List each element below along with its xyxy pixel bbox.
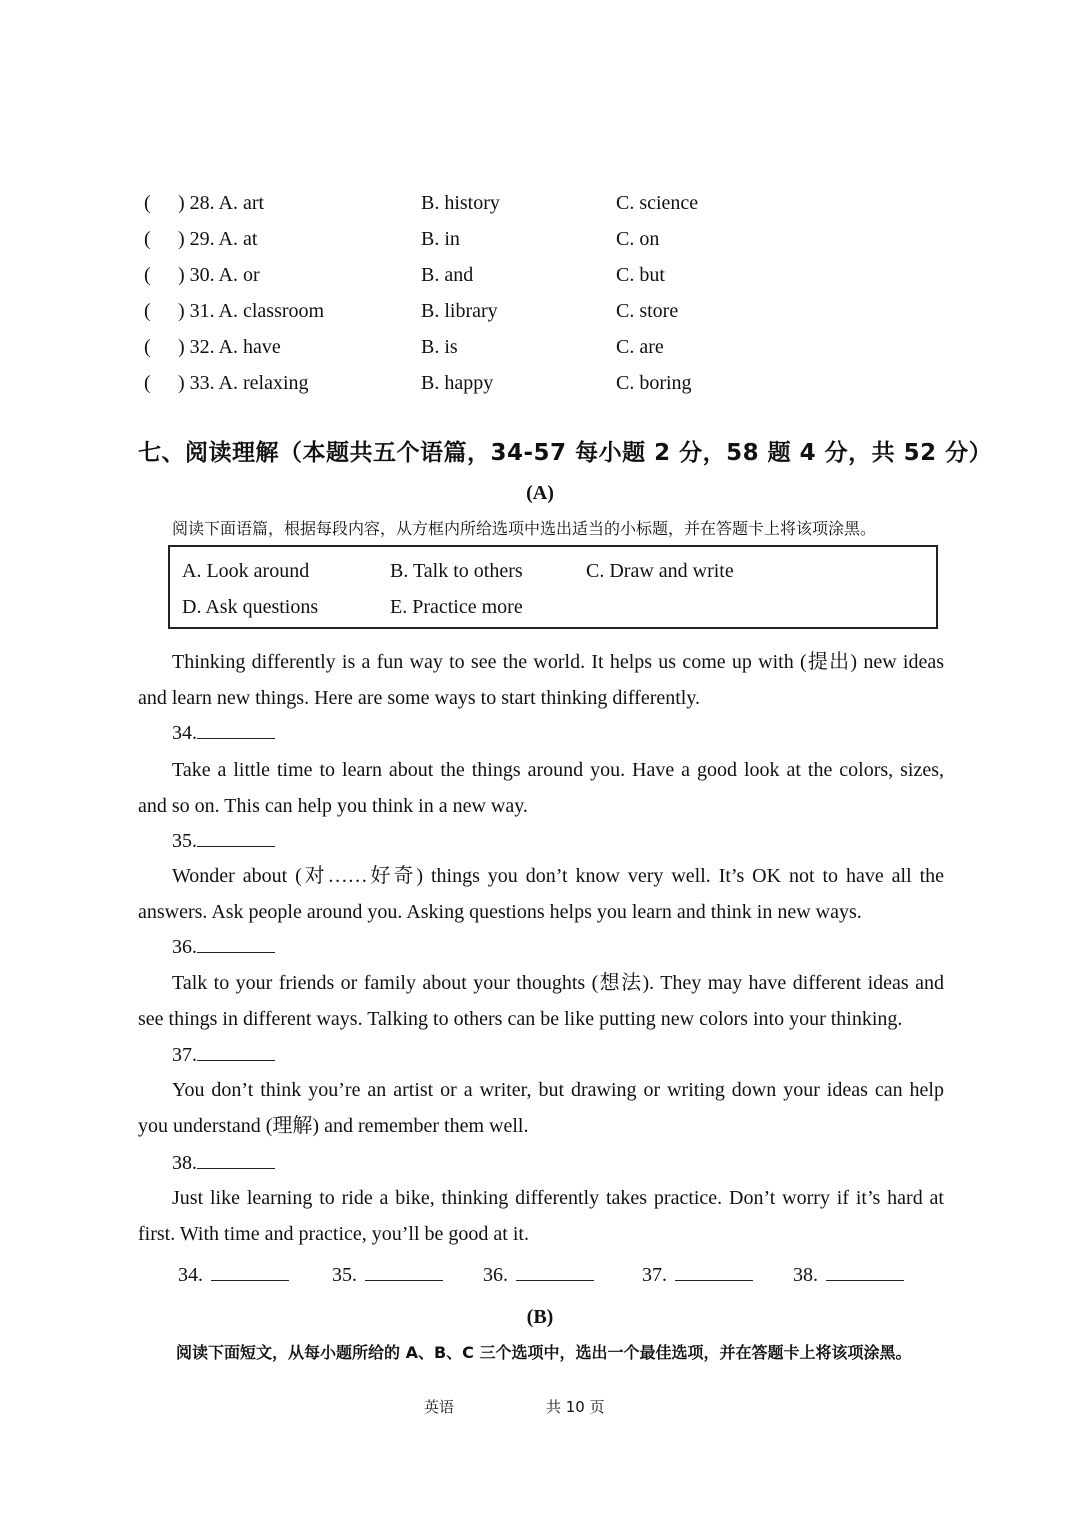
part-b-label: (B) <box>526 1306 554 1328</box>
question-number: 36. <box>172 936 197 958</box>
option-c: C. boring <box>616 372 692 394</box>
answer-number: 36. <box>483 1264 508 1286</box>
option-row-31 <box>0 300 1080 336</box>
answer-paren: ( <box>144 264 151 286</box>
heading-option-c: C. Draw and write <box>586 560 734 582</box>
question-number: 34. <box>172 722 197 744</box>
paragraph-37 <box>138 1072 944 1144</box>
paragraph-line: Wonder about (对……好奇) things you don’t know very well. It’s OK not to have all the <box>172 865 944 887</box>
blank-underline <box>197 1042 275 1061</box>
option-b: B. in <box>421 228 460 250</box>
question-36-blank <box>172 934 275 959</box>
option-c: C. science <box>616 192 699 214</box>
heading-option-b: B. Talk to others <box>390 560 523 582</box>
answer-number: 38. <box>793 1264 818 1286</box>
footer-page-info: 共 10 页 <box>546 1398 605 1416</box>
paragraph-line: You don’t think you’re an artist or a writer, but drawing or writing down your ideas can help <box>172 1079 944 1101</box>
answer-row <box>0 1262 1080 1292</box>
paragraph-line: Take a little time to learn about the things around you. Have a good look at the colors, sizes, <box>172 759 944 781</box>
answer-36[interactable] <box>483 1262 594 1287</box>
option-row-33 <box>0 372 1080 408</box>
option-b: B. library <box>421 300 498 322</box>
question-38-blank <box>172 1150 275 1175</box>
answer-37[interactable] <box>642 1262 753 1287</box>
option-a: ) 29. A. at <box>178 228 258 250</box>
paragraph-line: Talk to your friends or family about your thoughts (想法). They may have different ideas and <box>172 972 944 994</box>
answer-paren: ( <box>144 372 151 394</box>
option-row-32 <box>0 336 1080 372</box>
footer-subject: 英语 <box>424 1398 455 1416</box>
paragraph-35 <box>138 858 944 930</box>
option-b: B. happy <box>421 372 494 394</box>
option-row-29 <box>0 228 1080 264</box>
option-a: ) 31. A. classroom <box>178 300 325 322</box>
option-b: B. and <box>421 264 474 286</box>
answer-number: 37. <box>642 1264 667 1286</box>
question-35-blank <box>172 828 275 853</box>
paragraph-line: Thinking differently is a fun way to see the world. It helps us come up with (提出) new ideas <box>172 651 944 673</box>
option-b: B. history <box>421 192 500 214</box>
paragraph-line: Just like learning to ride a bike, thinking differently takes practice. Don’t worry if it’s hard at <box>172 1187 944 1209</box>
paragraph-line: see things in different ways. Talking to others can be like putting new colors into your thinking. <box>138 1008 903 1030</box>
paragraph-line: answers. Ask people around you. Asking questions helps you learn and think in new ways. <box>138 901 862 923</box>
answer-blank[interactable] <box>516 1262 594 1281</box>
section-title: 七、阅读理解（本题共五个语篇，34-57 每小题 2 分，58 题 4 分，共 52 分） <box>138 440 993 466</box>
option-c: C. but <box>616 264 665 286</box>
blank-underline <box>197 934 275 953</box>
heading-option-a: A. Look around <box>182 560 310 582</box>
answer-number: 35. <box>332 1264 357 1286</box>
heading-option-e: E. Practice more <box>390 596 523 618</box>
blank-underline <box>197 720 275 739</box>
option-a: ) 28. A. art <box>178 192 265 214</box>
option-row-28 <box>0 192 1080 228</box>
answer-number: 34. <box>178 1264 203 1286</box>
blank-underline <box>197 828 275 847</box>
answer-paren: ( <box>144 336 151 358</box>
option-c: C. store <box>616 300 679 322</box>
answer-paren: ( <box>144 192 151 214</box>
headings-box <box>168 545 938 629</box>
option-a: ) 33. A. relaxing <box>178 372 309 394</box>
paragraph-line: first. With time and practice, you’ll be good at it. <box>138 1223 529 1245</box>
question-34-blank <box>172 720 275 745</box>
blank-underline <box>197 1150 275 1169</box>
paragraph-38 <box>138 1180 944 1252</box>
answer-blank[interactable] <box>826 1262 904 1281</box>
question-number: 38. <box>172 1152 197 1174</box>
part-b-instruction: 阅读下面短文，从每小题所给的 A、B、C 三个选项中，选出一个最佳选项，并在答题卡上将该项涂黑。 <box>176 1343 912 1362</box>
answer-blank[interactable] <box>675 1262 753 1281</box>
paragraph-36 <box>138 965 944 1037</box>
answer-38[interactable] <box>793 1262 904 1287</box>
answer-34[interactable] <box>178 1262 289 1287</box>
paragraph-line: and so on. This can help you think in a new way. <box>138 795 528 817</box>
part-a-label: (A) <box>526 482 554 504</box>
option-row-30 <box>0 264 1080 300</box>
answer-blank[interactable] <box>211 1262 289 1281</box>
paragraph-line: and learn new things. Here are some ways to start thinking differently. <box>138 687 701 709</box>
answer-35[interactable] <box>332 1262 443 1287</box>
option-a: ) 32. A. have <box>178 336 281 358</box>
question-37-blank <box>172 1042 275 1067</box>
part-a-instruction: 阅读下面语篇，根据每段内容，从方框内所给选项中选出适当的小标题，并在答题卡上将该项涂黑。 <box>172 519 877 538</box>
intro-paragraph <box>138 644 944 716</box>
answer-paren: ( <box>144 228 151 250</box>
option-b: B. is <box>421 336 458 358</box>
paragraph-34 <box>138 752 944 824</box>
paragraph-line: you understand (理解) and remember them well. <box>138 1115 529 1137</box>
option-a: ) 30. A. or <box>178 264 260 286</box>
heading-option-d: D. Ask questions <box>182 596 319 618</box>
answer-paren: ( <box>144 300 151 322</box>
question-number: 37. <box>172 1044 197 1066</box>
answer-blank[interactable] <box>365 1262 443 1281</box>
option-c: C. are <box>616 336 664 358</box>
question-number: 35. <box>172 830 197 852</box>
option-c: C. on <box>616 228 660 250</box>
